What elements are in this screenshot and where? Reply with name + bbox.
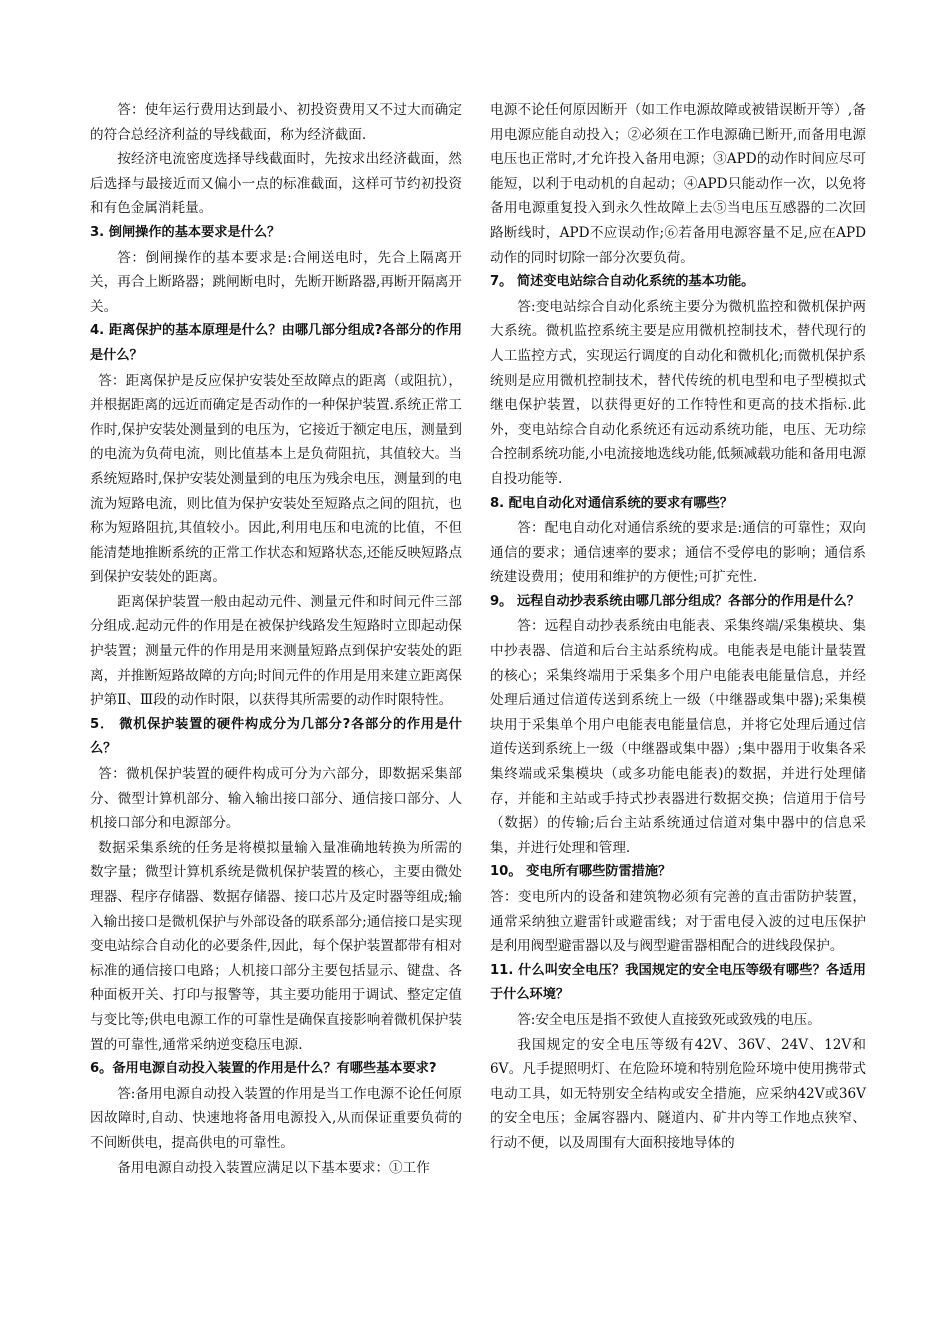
question-heading: 8. 配电自动化对通信系统的要求有哪些？ — [490, 495, 733, 511]
answer-paragraph: 答:安全电压是指不致使人直接致死或致残的电压。 — [517, 1011, 821, 1028]
question-heading: 7。 简述变电站综合自动化系统的基本功能。 — [490, 274, 755, 290]
answer-paragraph: 答：变电所内的设备和建筑物必须有完善的直击雷防护装置，通常采纳独立避雷针或避雷线；对于雷电侵入波的过电压保护是利用阀型避雷器以及与阀型避雷器相配合的进线段保护。 — [490, 889, 866, 955]
question-heading: 3. 倒闸操作的基本要求是什么？ — [90, 224, 281, 240]
answer-paragraph: 答:备用电源自动投入装置的作用是当工作电源不论任何原因故障时,自动、快速地将备用电源投入,从而保证重要负荷的不间断供电，提高供电的可靠性。 — [90, 1085, 462, 1151]
answer-paragraph: 距离保护装置一般由起动元件、测量元件和时间元件三部分组成.起动元件的作用是在被保护线路发生短路时立即起动保护装置；测量元件的作用是用来测量短路点到保护安装处的距离，并推断短路故障的方向;时间元件的作用是用来建立距离保护第Ⅱ、Ⅲ段的动作时限，以获得其所需要的动作时限特性。 — [90, 593, 462, 709]
answer-paragraph: 答：距离保护是反应保护安装处至故障点的距离（或阻抗），并根据距离的远近而确定是否动作的一种保护装置.系统正常工作时,保护安装处测量到的电压为，它接近于额定电压，测量到的电流为负荷电流，则比值基本上是负荷阻抗，其值较大。当系统短路时,保护安装处测量到的电压为残余电压，测量到的电流为短路电流，则比值为保护安装处至短路点之间的阻抗，也称为短路阻抗,其值较小。因此,利用电压和电流的比值，不但能清楚地推断系统的正常工作状态和短路状态,还能反映短路点到保护安装处的距离。 — [90, 372, 462, 586]
question-heading: 9。 远程自动抄表系统由哪几部分组成？各部分的作用是什么？ — [490, 593, 860, 609]
answer-paragraph: 答：微机保护装置的硬件构成可分为六部分，即数据采集部分、微型计算机部分、输入输出接口部分、通信接口部分、人机接口部分和电源部分。 — [90, 766, 462, 832]
answer-paragraph: 我国规定的安全电压等级有42V、36V、24V、12V和6V。凡手提照明灯、在危险环境和特别危险环境中使用携带式电动工具，如无特别安全结构或安全措施，应采纳42V或36V的安全电压；金属容器内、隧道内、矿井内等工作地点狭窄、行动不便，以及周围有大面积接地导体的 — [490, 1036, 866, 1151]
answer-paragraph: 答：远程自动抄表系统由电能表、采集终端/采集模块、集中抄表器、信道和后台主站系统构成。电能表是电能计量装置的核心；采集终端用于采集多个用户电能表电能量信息，并经处理后通过信道传送到系统上一级（中继器或集中器);采集模块用于采集单个用户电能表电能量信息，并将它处理后通过信道传送到系统上一级（中继器或集中器）;集中器用于收集各采集终端或采集模块（或多功能电能表)的数据，并进行处理储存，并能和主站或手持式抄表器进行数据交换；信道用于信号（数据）的传输;后台主站系统通过信道对集中器中的信息采集，并进行处理和管理. — [490, 618, 866, 856]
answer-paragraph: 按经济电流密度选择导线截面时，先按求出经济截面，然后选择与最接近而又偏小一点的标准截面，这样可节约初投资和有色金属消耗量。 — [90, 151, 462, 217]
right-column — [490, 98, 866, 1156]
answer-paragraph: 电源不论任何原因断开（如工作电源故障或被错误断开等）,备用电源应能自动投入；②必须在工作电源确已断开,而备用电源电压也正常时,才允许投入备用电源；③APD的动作时间应尽可能短，以利于电动机的自起动；④APD只能动作一次，以免将备用电源重复投入到永久性故障上去⑤当电压互感器的二次回路断线时，APD不应误动作;⑥若备用电源容量不足,应在APD动作的同时切除一部分次要负荷。 — [490, 102, 866, 266]
question-heading: 10。 变电所有哪些防雷措施？ — [490, 864, 672, 880]
answer-paragraph: 数据采集系统的任务是将模拟量输入量准确地转换为所需的数字量；微型计算机系统是微机保护装置的核心，主要由微处理器、程序存储器、数据存储器、接口芯片及定时器等组成;输入输出接口是微机保护与外部设备的联系部分;通信接口是实现变电站综合自动化的必要条件,因此，每个保护装置都带有相对标准的通信接口电路；人机接口部分主要包括显示、键盘、各种面板开关、打印与报警等，其主要功能用于调试、整定定值与变比等;供电电源工作的可靠性是确保直接影响着微机保护装置的可靠性,通常采纳逆变稳压电源. — [90, 839, 462, 1053]
question-heading: 5． 微机保护装置的硬件构成分为几部分?各部分的作用是什么？ — [90, 716, 462, 757]
question-heading: 4. 距离保护的基本原理是什么？由哪几部分组成?各部分的作用是什么？ — [90, 323, 462, 363]
question-heading: 11. 什么叫安全电压？我国规定的安全电压等级有哪些？各适用于什么环境？ — [490, 962, 866, 1003]
answer-paragraph: 答：倒闸操作的基本要求是:合闸送电时，先合上隔离开关，再合上断路器；跳闸断电时，先断开断路器,再断开隔离开关。 — [90, 249, 462, 315]
answer-paragraph: 答：配电自动化对通信系统的要求是:通信的可靠性；双向通信的要求；通信速率的要求；通信不受停电的影响；通信系统建设费用；使用和维护的方便性;可扩充性. — [490, 520, 866, 586]
left-column — [90, 98, 462, 1180]
answer-paragraph: 答:变电站综合自动化系统主要分为微机监控和微机保护两大系统。微机监控系统主要是应用微机控制技术，替代现行的人工监控方式，实现运行调度的自动化和微机化;而微机保护系统则是应用微机控制技术，替代传统的机电型和电子型模拟式继电保护装置，以获得更好的工作特性和更高的技术指标.此外，变电站综合自动化系统还有远动系统功能，电压、无功综合控制系统功能,小电流接地选线功能,低频减载功能和备用电源自投功能等. — [490, 298, 866, 487]
question-heading: 6。备用电源自动投入装置的作用是什么？有哪些基本要求? — [90, 1061, 437, 1077]
answer-paragraph: 答：使年运行费用达到最小、初投资费用又不过大而确定的符合总经济利益的导线截面，称为经济截面. — [90, 102, 462, 143]
answer-paragraph: 备用电源自动投入装置应满足以下基本要求：①工作 — [117, 1159, 430, 1176]
